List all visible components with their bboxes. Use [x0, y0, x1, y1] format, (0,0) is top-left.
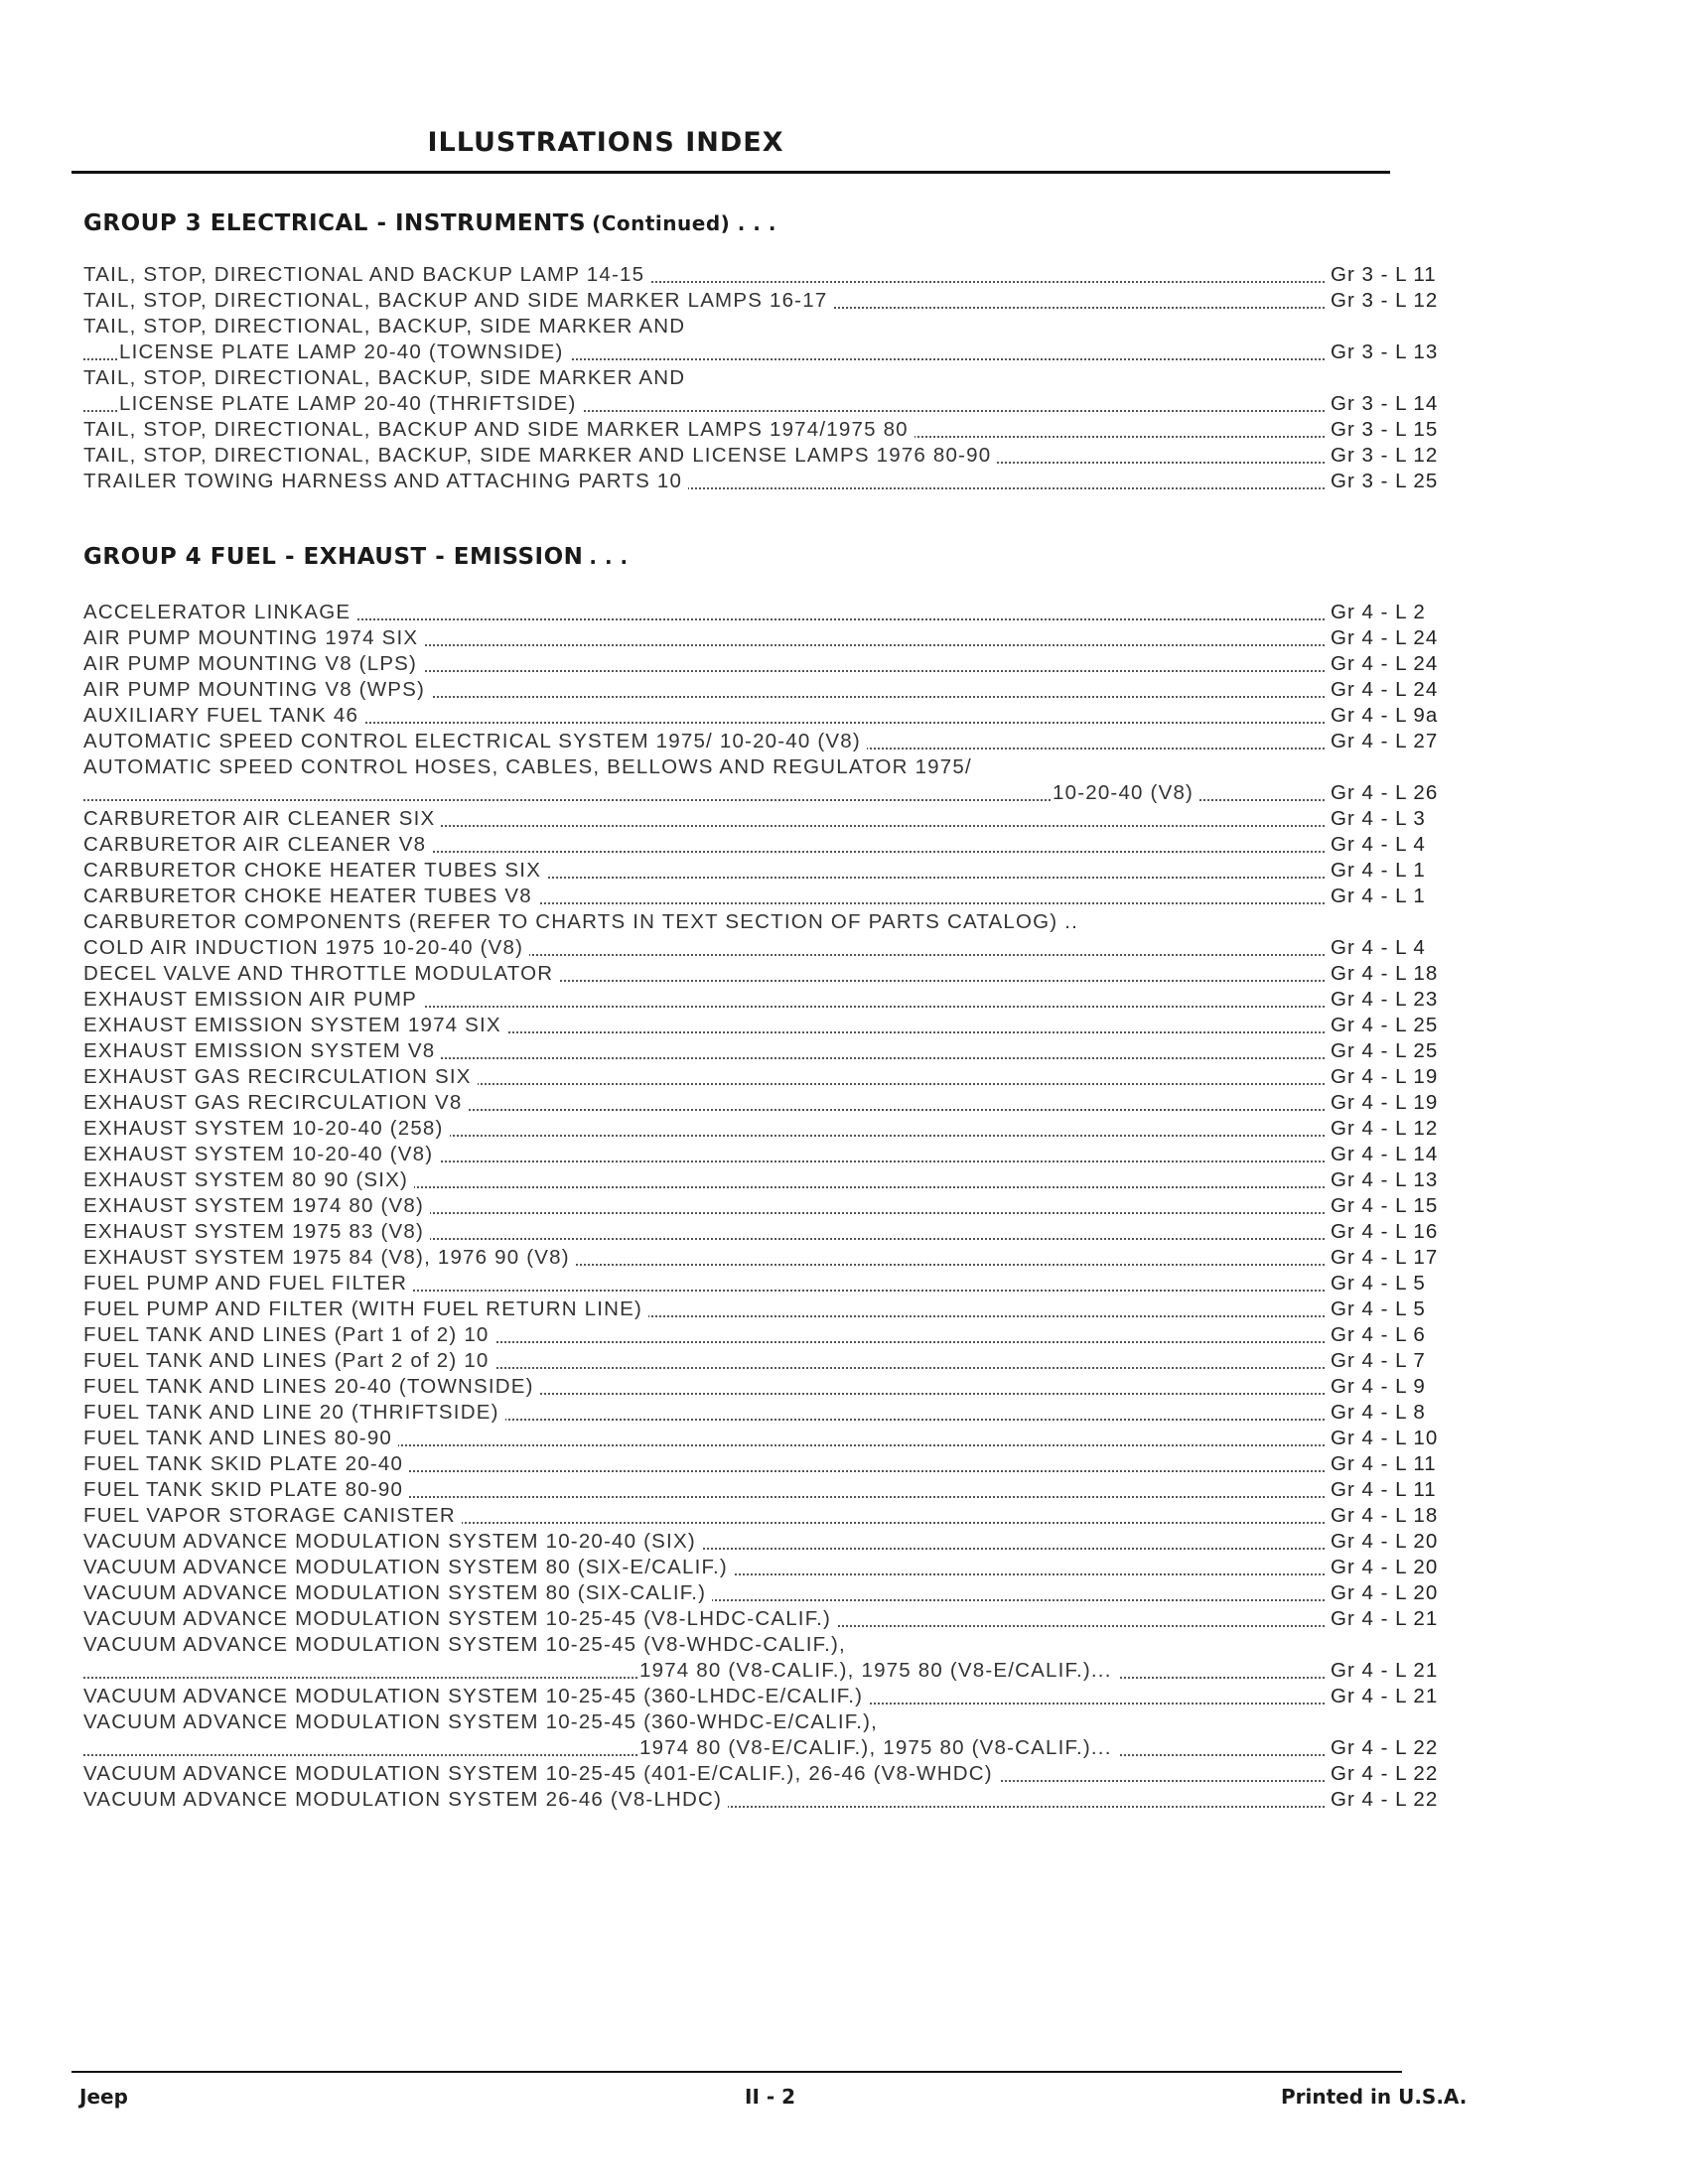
- page-reference: Gr 3 - L 12: [1327, 443, 1477, 469]
- entry-text: 1974 80 (V8-E/CALIF.), 1975 80 (V8-CALIF.)...: [639, 1735, 1118, 1761]
- entry-text: AIR PUMP MOUNTING V8 (LPS): [83, 651, 423, 677]
- entry-text: EXHAUST SYSTEM 1975 84 (V8), 1976 90 (V8): [83, 1245, 576, 1271]
- page-reference: Gr 4 - L 19: [1327, 1090, 1477, 1116]
- entry-text: FUEL TANK AND LINES (Part 1 of 2) 10: [83, 1322, 495, 1348]
- entry-text: TAIL, STOP, DIRECTIONAL, BACKUP AND SIDE MARKER LAMPS 16-17: [83, 288, 833, 314]
- page-reference: Gr 4 - L 11: [1327, 1477, 1477, 1503]
- page-reference: Gr 4 - L 3: [1327, 806, 1477, 832]
- page-reference: Gr 4 - L 21: [1327, 1658, 1477, 1684]
- page-reference: Gr 4 - L 24: [1327, 625, 1477, 651]
- entry-text: VACUUM ADVANCE MODULATION SYSTEM 10-25-45 (360-LHDC-E/CALIF.): [83, 1684, 869, 1709]
- group-heading-text: GROUP 4 FUEL - EXHAUST - EMISSION: [83, 544, 584, 570]
- page-reference: Gr 4 - L 1: [1327, 884, 1477, 909]
- entry-text: 10-20-40 (V8): [1053, 780, 1199, 806]
- entry-text: TAIL, STOP, DIRECTIONAL, BACKUP, SIDE MARKER AND: [83, 314, 691, 340]
- page-reference: Gr 4 - L 17: [1327, 1245, 1477, 1271]
- entry-text: EXHAUST EMISSION SYSTEM V8: [83, 1038, 441, 1064]
- entry-text: AIR PUMP MOUNTING 1974 SIX: [83, 625, 424, 651]
- page-reference: Gr 4 - L 21: [1327, 1684, 1477, 1709]
- group-heading-suffix: (Continued) . . .: [592, 211, 776, 235]
- entry-text: EXHAUST SYSTEM 80 90 (SIX): [83, 1167, 414, 1193]
- index-entry-line: [83, 1606, 1474, 1632]
- index-entry-line: [83, 1684, 1474, 1709]
- entry-text: FUEL TANK SKID PLATE 80-90: [83, 1477, 409, 1503]
- group-heading-text: GROUP 3 ELECTRICAL - INSTRUMENTS: [83, 210, 587, 236]
- page-reference: Gr 4 - L 22: [1327, 1787, 1477, 1813]
- footer-rule: [71, 2071, 1402, 2073]
- group-heading-suffix: . . .: [589, 545, 629, 569]
- entry-text: LICENSE PLATE LAMP 20-40 (THRIFTSIDE): [119, 391, 583, 417]
- entry-text: EXHAUST EMISSION AIR PUMP: [83, 987, 423, 1013]
- entry-text: EXHAUST SYSTEM 1974 80 (V8): [83, 1193, 430, 1219]
- page-reference: Gr 4 - L 4: [1327, 935, 1477, 961]
- entry-text: FUEL TANK AND LINES 20-40 (TOWNSIDE): [83, 1374, 540, 1400]
- group-4-entry-list: [83, 600, 1474, 1813]
- page-reference: Gr 4 - L 15: [1327, 1193, 1477, 1219]
- index-entry-line: [83, 288, 1474, 314]
- entry-text: EXHAUST SYSTEM 10-20-40 (258): [83, 1116, 450, 1142]
- page-reference: Gr 4 - L 13: [1327, 1167, 1477, 1193]
- page-reference: Gr 4 - L 8: [1327, 1400, 1477, 1426]
- footer-printed: Printed in U.S.A.: [1281, 2085, 1468, 2109]
- entry-text: FUEL TANK SKID PLATE 20-40: [83, 1451, 409, 1477]
- index-entry-line: [83, 469, 1474, 494]
- entry-text: VACUUM ADVANCE MODULATION SYSTEM 80 (SIX-CALIF.): [83, 1580, 712, 1606]
- page-reference: Gr 4 - L 20: [1327, 1529, 1477, 1555]
- page-reference: Gr 4 - L 6: [1327, 1322, 1477, 1348]
- entry-text: FUEL VAPOR STORAGE CANISTER: [83, 1503, 462, 1529]
- page-reference: Gr 4 - L 9a: [1327, 703, 1477, 729]
- page-reference: Gr 4 - L 10: [1327, 1426, 1477, 1451]
- index-entry-line: [83, 884, 1474, 909]
- page-reference: Gr 4 - L 23: [1327, 987, 1477, 1013]
- page-reference: Gr 4 - L 20: [1327, 1580, 1477, 1606]
- group-3-entry-list: [83, 262, 1474, 494]
- page-number: II - 2: [745, 2085, 796, 2109]
- page-reference: Gr 4 - L 4: [1327, 832, 1477, 858]
- entry-text: TAIL, STOP, DIRECTIONAL, BACKUP AND SIDE MARKER LAMPS 1974/1975 80: [83, 417, 914, 443]
- page-reference: Gr 3 - L 25: [1327, 469, 1477, 494]
- page-reference: Gr 4 - L 22: [1327, 1761, 1477, 1787]
- entry-text: TRAILER TOWING HARNESS AND ATTACHING PARTS 10: [83, 469, 688, 494]
- entry-text: ACCELERATOR LINKAGE: [83, 600, 356, 625]
- entry-text: VACUUM ADVANCE MODULATION SYSTEM 80 (SIX-E/CALIF.): [83, 1555, 734, 1580]
- page-reference: Gr 4 - L 7: [1327, 1348, 1477, 1374]
- index-entry-line: [83, 729, 1474, 754]
- entry-text: TAIL, STOP, DIRECTIONAL AND BACKUP LAMP 14-15: [83, 262, 650, 288]
- entry-text: FUEL TANK AND LINES (Part 2 of 2) 10: [83, 1348, 495, 1374]
- page-reference: Gr 3 - L 11: [1327, 262, 1477, 288]
- page-reference: Gr 4 - L 25: [1327, 1038, 1477, 1064]
- index-entry-line: [83, 1787, 1474, 1813]
- entry-text: VACUUM ADVANCE MODULATION SYSTEM 10-25-45 (360-WHDC-E/CALIF.),: [83, 1709, 884, 1735]
- page-reference: Gr 3 - L 15: [1327, 417, 1477, 443]
- page-reference: Gr 4 - L 14: [1327, 1142, 1477, 1167]
- page-reference: Gr 4 - L 19: [1327, 1064, 1477, 1090]
- entry-text: FUEL PUMP AND FILTER (WITH FUEL RETURN LINE): [83, 1297, 648, 1322]
- page-reference: Gr 4 - L 24: [1327, 677, 1477, 703]
- entry-text: CARBURETOR CHOKE HEATER TUBES V8: [83, 884, 538, 909]
- page-reference: Gr 3 - L 14: [1327, 391, 1477, 417]
- entry-text: EXHAUST SYSTEM 10-20-40 (V8): [83, 1142, 439, 1167]
- page-reference: Gr 4 - L 27: [1327, 729, 1477, 754]
- entry-text: VACUUM ADVANCE MODULATION SYSTEM 10-25-45 (V8-LHDC-CALIF.): [83, 1606, 837, 1632]
- entry-text: AUXILIARY FUEL TANK 46: [83, 703, 364, 729]
- page-reference: Gr 4 - L 5: [1327, 1297, 1477, 1322]
- entry-text: VACUUM ADVANCE MODULATION SYSTEM 10-25-45 (V8-WHDC-CALIF.),: [83, 1632, 852, 1658]
- entry-text: AUTOMATIC SPEED CONTROL HOSES, CABLES, BELLOWS AND REGULATOR 1975/: [83, 754, 978, 780]
- entry-text: FUEL TANK AND LINES 80-90: [83, 1426, 398, 1451]
- page-reference: Gr 4 - L 11: [1327, 1451, 1477, 1477]
- group-heading: [83, 544, 629, 570]
- page-reference: Gr 4 - L 24: [1327, 651, 1477, 677]
- page-reference: Gr 4 - L 18: [1327, 1503, 1477, 1529]
- index-entry-line: [83, 340, 1474, 365]
- page-reference: Gr 4 - L 20: [1327, 1555, 1477, 1580]
- entry-text: 1974 80 (V8-CALIF.), 1975 80 (V8-E/CALIF.)...: [639, 1658, 1118, 1684]
- page-reference: Gr 4 - L 9: [1327, 1374, 1477, 1400]
- page-reference: Gr 4 - L 22: [1327, 1735, 1477, 1761]
- page-reference: Gr 4 - L 12: [1327, 1116, 1477, 1142]
- title-rule: [71, 171, 1390, 174]
- entry-text: EXHAUST SYSTEM 1975 83 (V8): [83, 1219, 430, 1245]
- page-reference: Gr 3 - L 13: [1327, 340, 1477, 365]
- page-title: ILLUSTRATIONS INDEX: [427, 127, 784, 158]
- entry-text: DECEL VALVE AND THROTTLE MODULATOR: [83, 961, 559, 987]
- entry-text: AIR PUMP MOUNTING V8 (WPS): [83, 677, 431, 703]
- page-reference: Gr 4 - L 1: [1327, 858, 1477, 884]
- entry-text: VACUUM ADVANCE MODULATION SYSTEM 10-20-40 (SIX): [83, 1529, 702, 1555]
- entry-text: TAIL, STOP, DIRECTIONAL, BACKUP, SIDE MARKER AND: [83, 365, 691, 391]
- entry-text: VACUUM ADVANCE MODULATION SYSTEM 26-46 (V8-LHDC): [83, 1787, 728, 1813]
- page-reference: Gr 4 - L 21: [1327, 1606, 1477, 1632]
- entry-text: AUTOMATIC SPEED CONTROL ELECTRICAL SYSTEM 1975/ 10-20-40 (V8): [83, 729, 867, 754]
- entry-text: FUEL PUMP AND FUEL FILTER: [83, 1271, 413, 1297]
- entry-text: TAIL, STOP, DIRECTIONAL, BACKUP, SIDE MARKER AND LICENSE LAMPS 1976 80-90: [83, 443, 997, 469]
- entry-text: VACUUM ADVANCE MODULATION SYSTEM 10-25-45 (401-E/CALIF.), 26-46 (V8-WHDC): [83, 1761, 999, 1787]
- entry-text: CARBURETOR AIR CLEANER V8: [83, 832, 432, 858]
- footer-brand: Jeep: [79, 2085, 128, 2109]
- entry-text: FUEL TANK AND LINE 20 (THRIFTSIDE): [83, 1400, 505, 1426]
- entry-text: LICENSE PLATE LAMP 20-40 (TOWNSIDE): [119, 340, 570, 365]
- group-heading: [83, 210, 776, 236]
- page-reference: Gr 4 - L 18: [1327, 961, 1477, 987]
- page-reference: Gr 4 - L 26: [1327, 780, 1477, 806]
- page-reference: Gr 4 - L 5: [1327, 1271, 1477, 1297]
- entry-text: EXHAUST GAS RECIRCULATION V8: [83, 1090, 468, 1116]
- page-reference: Gr 4 - L 2: [1327, 600, 1477, 625]
- entry-text: CARBURETOR AIR CLEANER SIX: [83, 806, 441, 832]
- entry-text: CARBURETOR COMPONENTS (REFER TO CHARTS IN TEXT SECTION OF PARTS CATALOG) ..: [83, 909, 1084, 935]
- page-reference: Gr 4 - L 16: [1327, 1219, 1477, 1245]
- page-reference: Gr 3 - L 12: [1327, 288, 1477, 314]
- entry-text: COLD AIR INDUCTION 1975 10-20-40 (V8): [83, 935, 529, 961]
- entry-text: CARBURETOR CHOKE HEATER TUBES SIX: [83, 858, 547, 884]
- page-reference: Gr 4 - L 25: [1327, 1013, 1477, 1038]
- entry-text: EXHAUST EMISSION SYSTEM 1974 SIX: [83, 1013, 507, 1038]
- entry-text: EXHAUST GAS RECIRCULATION SIX: [83, 1064, 478, 1090]
